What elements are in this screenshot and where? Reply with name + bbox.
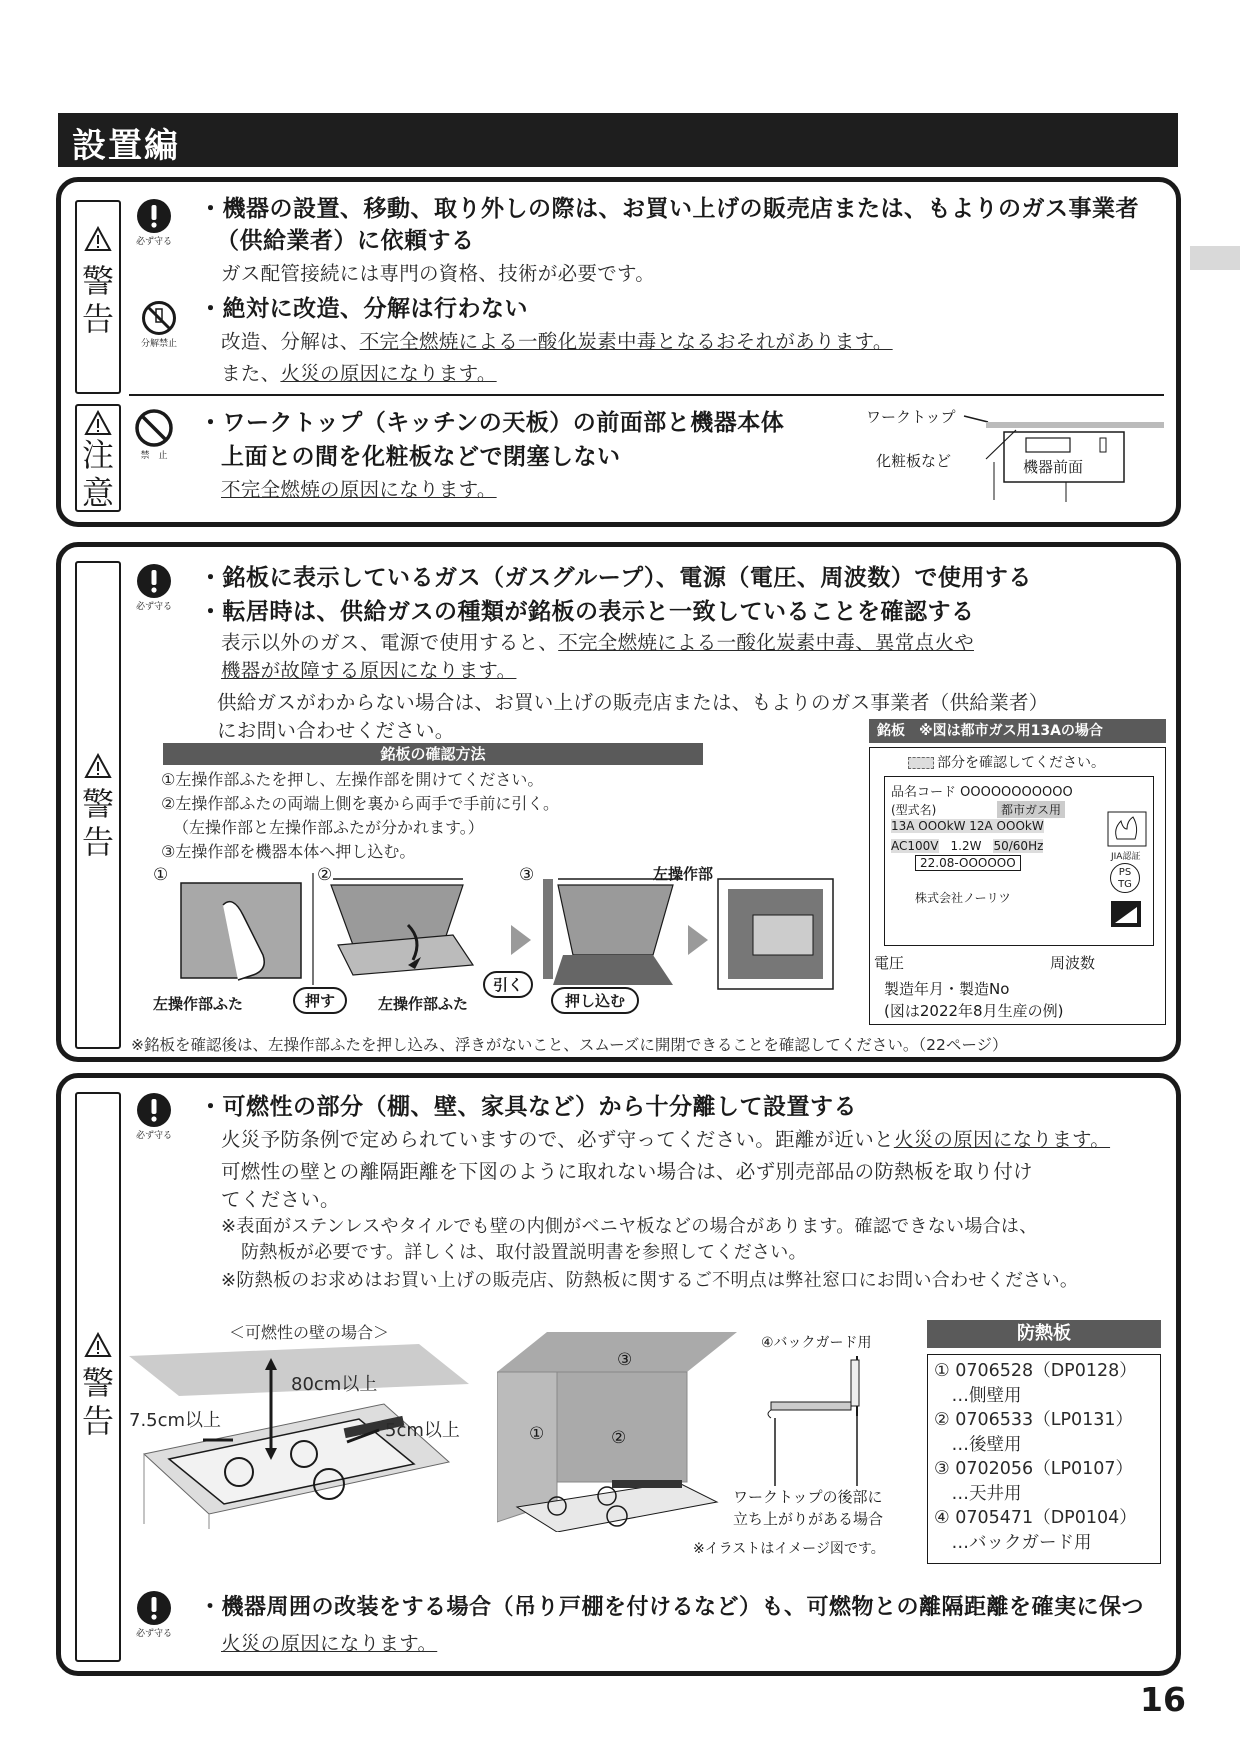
fig-left-op: 左操作部 (653, 865, 714, 883)
rise-note-1: ワークトップの後部に (733, 1488, 883, 1506)
shield-title-bar: 防熱板 (927, 1320, 1161, 1348)
divider (129, 394, 1164, 396)
fire-cause-text-2: 火災の原因になります。 (221, 1632, 438, 1655)
shield-label-3: ③ (617, 1350, 633, 1370)
device-front-label: 機器前面 (1023, 458, 1084, 476)
shield-label-1: ① (529, 1424, 545, 1444)
fire-ordinance-text: 火災予防条例で定められていますので、必ず守ってください。距離が近いと火災の原因になります。 (221, 1128, 1111, 1151)
warning-triangle-icon (84, 410, 112, 436)
must-do-icon-block (129, 563, 179, 612)
step-1: ①左操作部ふたを押し、左操作部を開けてください。 (161, 770, 544, 789)
plate-mfg-1: 製造年月・製造No (884, 980, 1010, 998)
must-do-icon-block (129, 1092, 179, 1141)
prohibited-icon (134, 408, 174, 448)
install-request-heading: ・機器の設置、移動、取り外しの際は、お買い上げの販売店または、もよりのガス事業者 (199, 196, 1139, 222)
plate-row-1: 13A OOOkW 12A OOOkW (891, 819, 1044, 833)
backguard-label: ④バックガード用 (761, 1335, 872, 1351)
shield-item: …天井用 (934, 1483, 1022, 1504)
mandatory-exclamation-icon (136, 1590, 172, 1626)
mandatory-exclamation-icon (136, 198, 172, 234)
shield-label-2: ② (611, 1428, 627, 1448)
backguard-diagram (761, 1356, 891, 1486)
install-request-heading-2: （供給業者）に依頼する (216, 228, 475, 254)
ps-tg-icon: PS TG (1110, 863, 1140, 893)
must-do-caption: 必ず守る (135, 602, 172, 612)
worktop-figure (856, 404, 1166, 504)
no-disassembly-caption: 分解禁止 (140, 339, 177, 349)
warning-label-text: 警告 (81, 785, 114, 861)
no-modify-heading: ・絶対に改造、分解は行わない (199, 296, 528, 322)
fig-pull: 引く (483, 971, 533, 998)
plate-code: 品名コード OOOOOOOOOOO (891, 785, 1073, 800)
must-do-caption: 必ず守る (135, 237, 172, 247)
clearance-heading: ・可燃性の部分（棚、壁、家具など）から十分離して設置する (199, 1094, 857, 1120)
purchase-note: ※防熱板のお求めはお買い上げの販売店、防熱板に関するご不明点は弊社窓口にお問い合わせください。 (221, 1270, 1079, 1291)
side-index-tab (1190, 246, 1240, 270)
no-disassembly-icon (141, 300, 177, 336)
plate-freq: 周波数 (1050, 954, 1096, 972)
illus-note: ※イラストはイメージ図です。 (693, 1541, 885, 1557)
must-do-caption: 必ず守る (135, 1131, 172, 1141)
warning-label (75, 1092, 121, 1662)
no-modify-text: 改造、分解は、不完全燃焼による一酸化炭素中毒となるおそれがあります。 (221, 330, 893, 353)
caution-label (75, 404, 121, 512)
plate-date: 22.08-OOOOOO (915, 855, 1021, 871)
fig-lid-label-2: 左操作部ふた (378, 995, 469, 1013)
plate-mfg-2: (図は2022年8月生産の例) (884, 1002, 1064, 1020)
method-title-bar: 銘板の確認方法 (163, 743, 703, 765)
jia-flame-icon (1107, 811, 1147, 847)
fig-lid-label-1: 左操作部ふた (153, 995, 244, 1013)
must-do-icon-block (129, 198, 179, 247)
warning-caution-box-1 (56, 177, 1181, 527)
dim-right: 5cm以上 (385, 1420, 460, 1441)
shield-item: …後壁用 (934, 1434, 1022, 1455)
open-panel-figure (153, 865, 873, 1015)
shield-list-box (927, 1354, 1161, 1564)
prohibited-icon-block (129, 408, 179, 461)
step-2-note: （左操作部と左操作部ふたが分かれます。） (173, 818, 484, 837)
plate-inner (884, 776, 1154, 946)
shield-item: …側壁用 (934, 1385, 1022, 1406)
worktop-heading: ・ワークトップ（キッチンの天板）の前面部と機器本体 (199, 410, 785, 436)
rating-plate-figure (869, 747, 1166, 1025)
other-gas-text: 表示以外のガス、電源で使用すると、不完全燃焼による一酸化炭素中毒、異常点火や (221, 631, 974, 654)
plate-company: 株式会社ノーリツ (915, 891, 1011, 905)
shield-item: ④ 0705471（DP0104） (934, 1508, 1137, 1528)
shield-item: …バックガード用 (934, 1532, 1092, 1553)
fig-step-2: ② (317, 865, 333, 885)
no-disassembly-icon-block (129, 300, 189, 349)
caution-label-text: 注意 (81, 436, 114, 512)
warning-label (75, 200, 121, 394)
shield-item: ① 0706528（DP0128） (934, 1361, 1137, 1381)
rating-plate-bar: 銘板 ※図は都市ガス用13Aの場合 (869, 719, 1166, 743)
step-2: ②左操作部ふたの両端上側を裏から両手で手前に引く。 (161, 794, 560, 813)
prohibited-caption: 禁 止 (140, 451, 168, 461)
fig-push: 押す (293, 987, 347, 1014)
warning-label-text: 警告 (81, 262, 114, 338)
worktop-label: ワークトップ (866, 408, 956, 426)
dim-top: 80cm以上 (291, 1374, 378, 1395)
must-do-icon-block (129, 1590, 179, 1639)
warning-triangle-icon (84, 753, 112, 779)
inquire-text: にお問い合わせください。 (217, 719, 455, 742)
shield-item: ③ 0702056（LP0107） (934, 1459, 1134, 1479)
shield-install-text-2: てください。 (221, 1188, 340, 1211)
fig-step-1: ① (153, 865, 169, 885)
surface-note-1: ※表面がステンレスやタイルでも壁の内側がベニヤ板などの場合があります。確認できない場合は、 (221, 1216, 1038, 1237)
worktop-heading-2: 上面との間を化粧板などで閉塞しない (221, 444, 621, 470)
plate-voltage: 電圧 (874, 954, 905, 972)
failure-cause-text: 機器が故障する原因になります。 (221, 659, 517, 682)
warning-label-text: 警告 (81, 1364, 114, 1440)
mandatory-exclamation-icon (136, 1092, 172, 1128)
incomplete-combustion-text: 不完全燃焼の原因になります。 (221, 478, 497, 501)
warning-label (75, 561, 121, 1049)
renovation-heading: ・機器周囲の改装をする場合（吊り戸棚を付けるなど）も、可燃物との離隔距離を確実に保つ (199, 1595, 1145, 1620)
shield-item: ② 0706533（LP0131） (934, 1410, 1134, 1430)
after-check-note: ※銘板を確認後は、左操作部ふたを押し込み、浮きがないこと、スムーズに開閉できることを確認してください。（22ページ） (131, 1036, 1008, 1054)
dim-left: 7.5cm以上 (129, 1410, 222, 1431)
section-title-bar (58, 113, 1178, 167)
surface-note-2: 防熱板が必要です。詳しくは、取付設置説明書を参照してください。 (241, 1242, 807, 1263)
plate-model: (型式名) (891, 803, 937, 817)
plate-jia: JIA認証 (1111, 852, 1141, 862)
shield-install-text: 可燃性の壁との離隔距離を下図のように取れない場合は、必ず別売部品の防熱板を取り付け (221, 1160, 1033, 1183)
must-do-caption: 必ず守る (135, 1629, 172, 1639)
plate-row-2: AC100V 1.2W 50/60Hz (891, 839, 1044, 853)
plate-gas: 都市ガス用 (997, 801, 1065, 818)
page-number: 16 (1140, 1680, 1186, 1719)
fire-cause-text: また、火災の原因になります。 (221, 362, 497, 385)
warning-triangle-icon (84, 226, 112, 252)
section-title: 設置編 (72, 126, 180, 166)
fig-push-in: 押し込む (551, 987, 639, 1014)
mandatory-exclamation-icon (136, 563, 172, 599)
unknown-gas-text: 供給ガスがわからない場合は、お買い上げの販売店または、もよりのガス事業者（供給業者） (217, 691, 1049, 714)
warning-triangle-icon (84, 1332, 112, 1358)
wall-case-title: ＜可燃性の壁の場合＞ (229, 1323, 390, 1342)
warning-box-3 (56, 1073, 1181, 1676)
step-3: ③左操作部を機器本体へ押し込む。 (161, 842, 416, 861)
moving-check-heading: ・転居時は、供給ガスの種類が銘板の表示と一致していることを確認する (199, 599, 975, 625)
gas-piping-text: ガス配管接続には専門の資格、技術が必要です。 (221, 262, 656, 285)
rise-note-2: 立ち上がりがある場合 (733, 1510, 884, 1528)
fig-step-3: ③ (519, 865, 535, 885)
rating-plate-heading: ・銘板に表示しているガス（ガスグループ）、電源（電圧、周波数）で使用する (199, 565, 1032, 591)
plate-note: 部分を確認してください。 (908, 752, 1105, 772)
rinnai-logo-icon (1111, 901, 1141, 927)
decor-panel-label: 化粧板など (876, 452, 952, 470)
warning-box-2 (56, 542, 1181, 1062)
